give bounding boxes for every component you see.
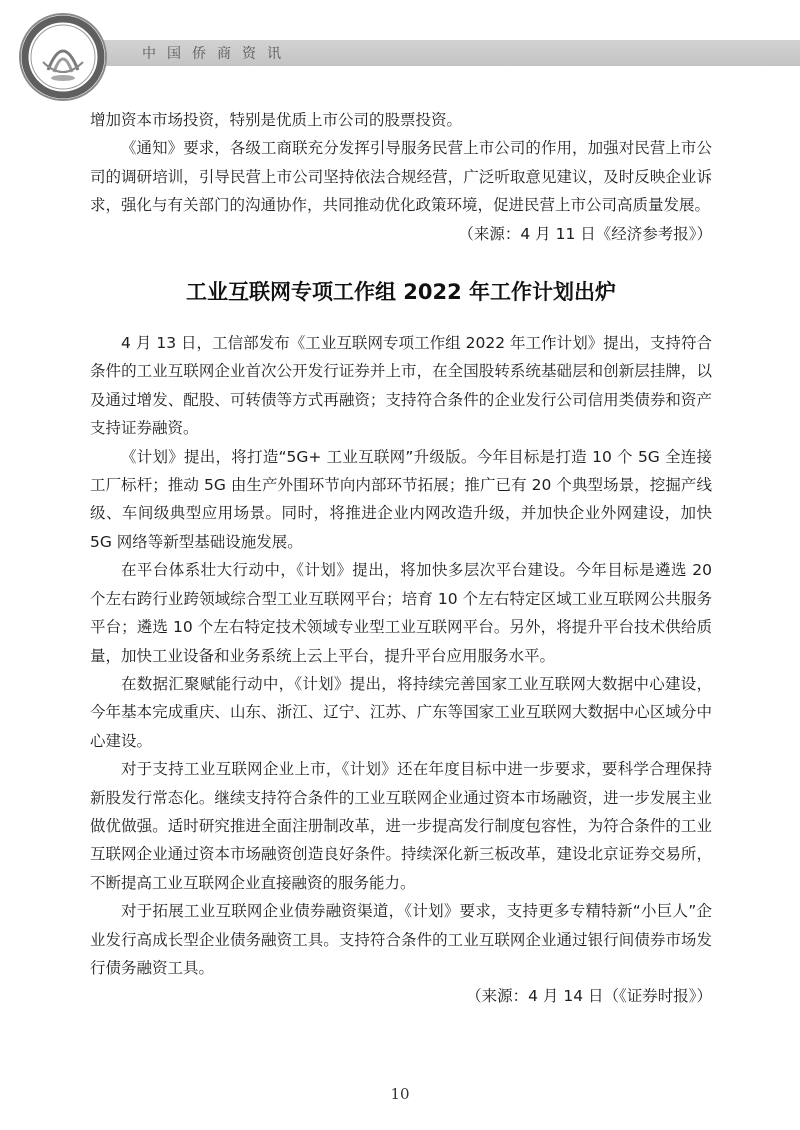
page-content [90,106,712,1011]
body-paragraph: 对于支持工业互联网企业上市，《计划》还在年度目标中进一步要求，要科学合理保持新股发行常态化。继续支持符合条件的工业互联网企业通过资本市场融资，进一步发展主业做优做强。适时研究推进全面注册制改革，进一步提高发行制度包容性，为符合条件的工业互联网企业通过资本市场融资创造良好条件。持续深化新三板改革，建设北京证券交易所，不断提高工业互联网企业直接融资的服务能力。 [90,760,712,892]
source-citation: （来源：4 月 11 日《经济参考报》） [458,224,712,243]
body-paragraph: 《计划》提出，将打造“5G+ 工业互联网”升级版。今年目标是打造 10 个 5G 全连接工厂标杆；推动 5G 由生产外围环节向内部环节拓展；推广已有 20 个典型场景，挖掘产线级、车间级典型应用场景。同时，将推进企业内网改造升级，并加快企业外网建设，加快 5G 网络等新型基础设施发展。 [90,447,712,551]
source-citation: （来源：4 月 14 日（《证券时报》） [466,987,712,1006]
body-paragraph: 4 月 13 日，工信部发布《工业互联网专项工作组 2022 年工作计划》提出，支持符合条件的工业互联网企业首次公开发行证券并上市，在全国股转系统基础层和创新层挂牌，以及通过增发、配股、可转债等方式再融资；支持符合条件的企业发行公司信用类债券和资产支持证券融资。 [90,334,712,438]
header-section-title: 中国侨商资讯 [142,46,292,62]
body-paragraph: 增加资本市场投资，特别是优质上市公司的股票投资。 [90,111,463,129]
article-title: 工业互联网专项工作组 2022 年工作计划出炉 [185,280,617,305]
body-paragraph: 《通知》要求，各级工商联充分发挥引导服务民营上市公司的作用，加强对民营上市公司的调研培训，引导民营上市公司坚持依法合规经营，广泛听取意见建议，及时反映企业诉求，强化与有关部门的沟通协作，共同推动优化政策环境，促进民营上市公司高质量发展。 [90,139,712,215]
organization-logo [18,12,108,102]
body-paragraph: 在平台体系壮大行动中，《计划》提出，将加快多层次平台建设。今年目标是遴选 20 个左右跨行业跨领域综合型工业互联网平台；培育 10 个左右特定区域工业互联网公共服务平台；遴选 10 个左右特定技术领域专业型工业互联网平台。另外，将提升平台技术供给质量，加快工业设备和业务系统上云上平台，提升平台应用服务水平。 [90,561,712,665]
body-paragraph: 在数据汇聚赋能行动中，《计划》提出，将持续完善国家工业互联网大数据中心建设，今年基本完成重庆、山东、浙江、辽宁、江苏、广东等国家工业互联网大数据中心区域分中心建设。 [90,674,712,750]
body-paragraph: 对于拓展工业互联网企业债券融资渠道，《计划》要求，支持更多专精特新“小巨人”企业发行高成长型企业债务融资工具。支持符合条件的工业互联网企业通过银行间债券市场发行债务融资工具。 [90,902,712,977]
page-number: 10 [390,1085,410,1103]
